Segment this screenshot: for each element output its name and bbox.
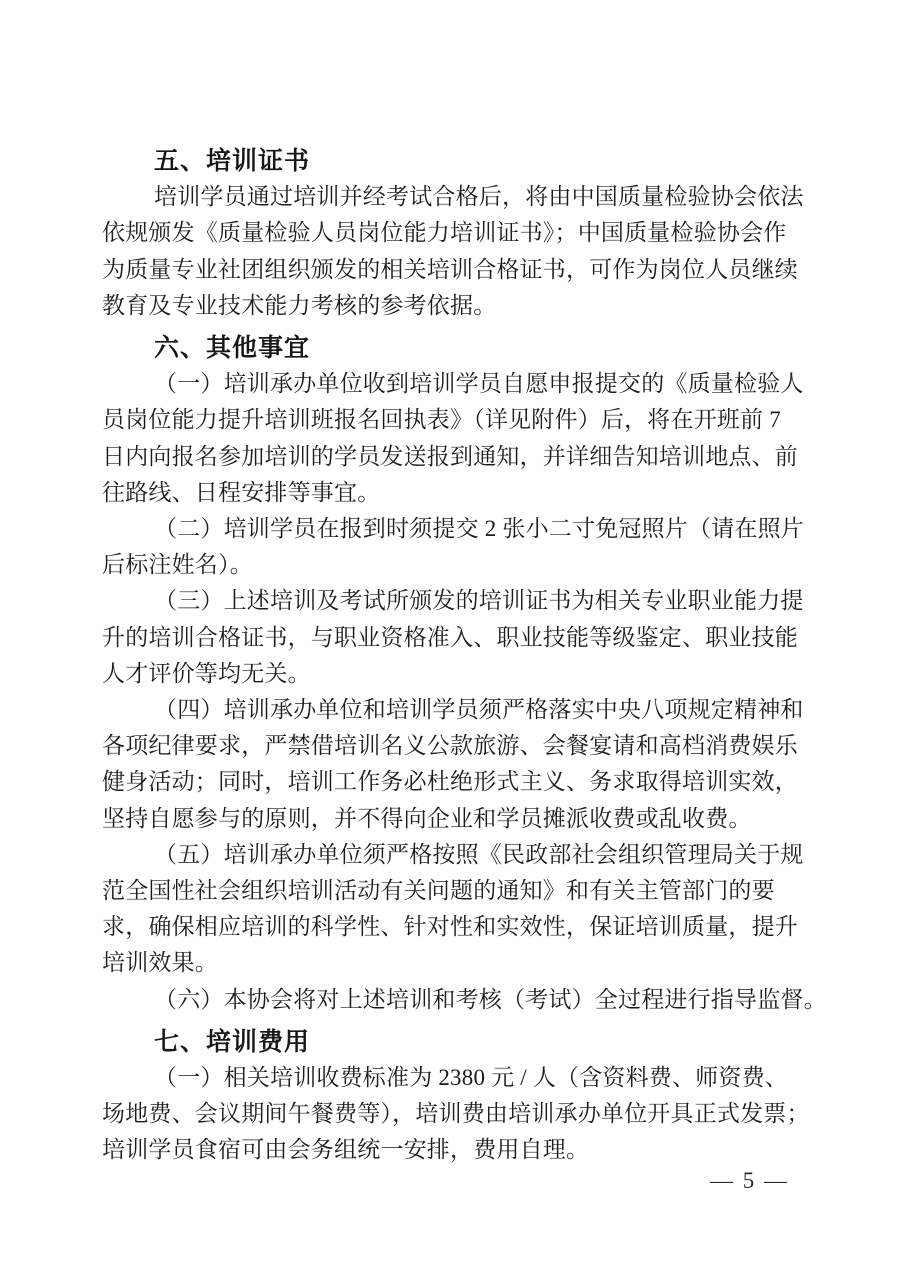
document-line: 往路线、日程安排等事宜。 <box>102 479 381 505</box>
section-heading: 七、培训费用 <box>154 1026 311 1056</box>
document-line: （六）本协会将对上述培训和考核（考试）全过程进行指导监督。 <box>154 986 827 1012</box>
document-line: （一）培训承办单位收到培训学员自愿申报提交的《质量检验人 <box>154 371 804 397</box>
document-line: 日内向报名参加培训的学员发送报到通知，并详细告知培训地点、前 <box>102 443 798 469</box>
document-line: （四）培训承办单位和培训学员须严格落实中央八项规定精神和 <box>154 697 804 723</box>
document-line: 依规颁发《质量检验人员岗位能力培训证书》；中国质量检验协会作 <box>102 220 787 246</box>
document-line: 各项纪律要求，严禁借培训名义公款旅游、会餐宴请和高档消费娱乐 <box>102 733 798 759</box>
document-line: 为质量专业社团组织颁发的相关培训合格证书，可作为岗位人员继续 <box>102 256 798 282</box>
document-line: （二）培训学员在报到时须提交 2 张小二寸免冠照片（请在照片 <box>154 516 804 542</box>
document-line: （三）上述培训及考试所颁发的培训证书为相关专业职业能力提 <box>154 588 804 614</box>
document-line: 后标注姓名）。 <box>102 552 253 578</box>
document-line: 培训学员食宿可由会务组统一安排，费用自理。 <box>102 1137 590 1163</box>
document-line: 升的培训合格证书，与职业资格准入、职业技能等级鉴定、职业技能 <box>102 624 798 650</box>
document-line: 求，确保相应培训的科学性、针对性和实效性，保证培训质量，提升 <box>102 914 798 940</box>
document-line: 培训学员通过培训并经考试合格后，将由中国质量检验协会依法 <box>154 184 804 210</box>
document-line: 场地费、会议期间午餐费等），培训费由培训承办单位开具正式发票； <box>102 1101 810 1127</box>
document-section <box>102 1024 810 1169</box>
document-line: 健身活动；同时，培训工作务必杜绝形式主义、务求取得培训实效， <box>102 769 798 795</box>
document-section <box>102 143 802 324</box>
page-number: — 5 — <box>710 1168 789 1193</box>
document-body <box>102 143 827 1169</box>
section-heading: 六、其他事宜 <box>154 333 311 363</box>
document-line: 培训效果。 <box>102 950 218 976</box>
document-line: 坚持自愿参与的原则，并不得向企业和学员摊派收费或乱收费。 <box>102 805 752 831</box>
document-line: （一）相关培训收费标准为 2380 元 / 人（含资料费、师资费、 <box>154 1065 788 1091</box>
document-section <box>102 330 827 1018</box>
document-line: 员岗位能力提升培训班报名回执表》（详见附件）后，将在开班前 7 <box>102 407 781 433</box>
document-line: 人才评价等均无关。 <box>102 660 311 686</box>
document-line: （五）培训承办单位须严格按照《民政部社会组织管理局关于规 <box>154 841 804 867</box>
section-heading: 五、培训证书 <box>154 146 311 175</box>
document-line: 范全国性社会组织培训活动有关问题的通知》和有关主管部门的要 <box>102 878 775 904</box>
document-line: 教育及专业技术能力考核的参考依据。 <box>102 292 497 318</box>
